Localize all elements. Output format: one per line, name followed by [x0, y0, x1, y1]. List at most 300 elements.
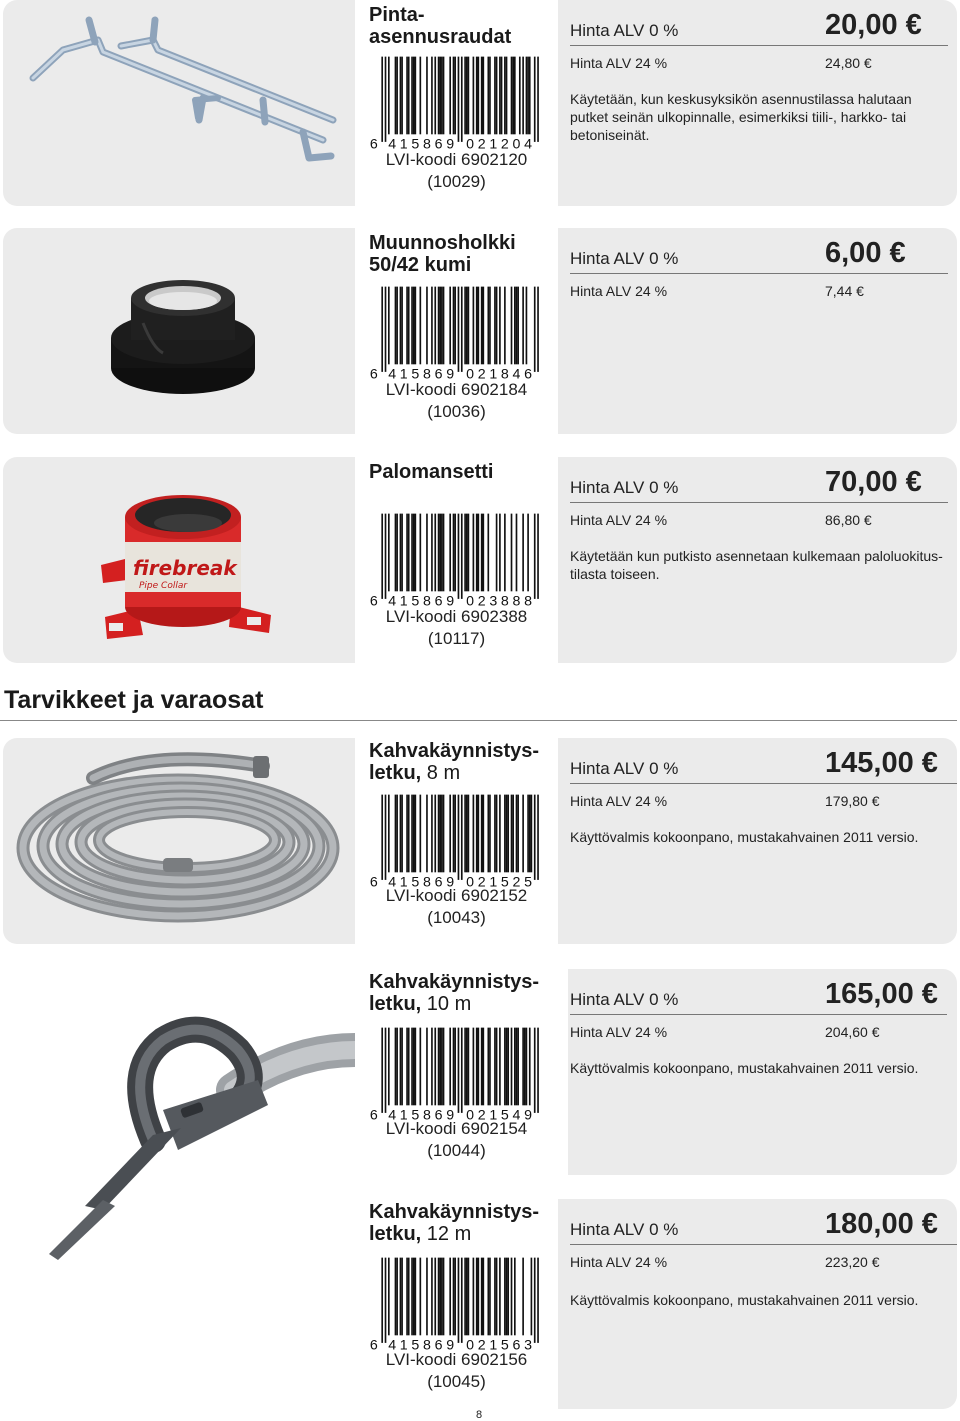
product-name: Muunnosholkki 50/42 kumi: [369, 232, 516, 276]
product-id-area: [358, 969, 555, 1175]
barcode-digit: 4: [512, 1107, 521, 1124]
barcode-bar: [494, 57, 496, 135]
barcode-bar: [396, 514, 398, 592]
barcode-bar: [438, 57, 440, 135]
barcode-bar: [385, 795, 387, 880]
barcode-bar: [527, 795, 529, 873]
barcode-bar: [526, 1028, 528, 1106]
barcode-bar: [454, 1028, 456, 1106]
price-vat0: 180,00 €: [825, 1208, 938, 1240]
barcode-bar: [396, 57, 398, 135]
barcode-bar: [514, 287, 516, 365]
barcode-bar: [420, 1028, 422, 1106]
section-title: Tarvikkeet ja varaosat: [4, 686, 264, 714]
price-label-vat24: Hinta ALV 24 %: [570, 1024, 668, 1040]
barcode-digit: 6: [434, 1107, 443, 1124]
section-divider: [0, 720, 957, 721]
barcode-digit: 2: [477, 593, 486, 610]
barcode-bar: [441, 514, 443, 592]
price-label-vat0: Hinta ALV 0 %: [570, 478, 679, 497]
barcode-bar: [438, 1258, 440, 1336]
barcode-bar: [473, 287, 475, 365]
barcode-bar: [388, 795, 390, 873]
barcode-digit: 2: [477, 874, 486, 891]
fire-collar-brand: firebreak: [133, 556, 237, 580]
product-id-area: [358, 0, 555, 206]
barcode-digit: 9: [524, 1107, 533, 1124]
barcode-bar: [438, 1028, 440, 1106]
barcode-bar: [426, 57, 428, 135]
barcode-bar: [449, 287, 451, 365]
barcode-bar: [439, 57, 441, 135]
barcode-digit: 4: [388, 136, 397, 153]
barcode-bar: [464, 1258, 466, 1336]
price-divider: [570, 273, 948, 274]
barcode-bar: [385, 1258, 387, 1343]
barcode-bar: [415, 1258, 417, 1336]
barcode-bar: [481, 1258, 483, 1336]
barcode-bar: [431, 287, 433, 365]
barcode-bar: [489, 287, 491, 365]
barcode-bar: [431, 514, 433, 592]
barcode-bar: [443, 795, 445, 873]
barcode-bar: [531, 1258, 533, 1336]
barcode-bar: [453, 1028, 455, 1106]
product-code: (10029): [427, 172, 486, 191]
barcode-bar: [507, 1028, 509, 1106]
barcode-bar: [489, 795, 491, 873]
product-description: Käyttövalmis kokoonpano, mustakahvainen 2011 versio.: [570, 829, 919, 845]
price-divider: [570, 1244, 957, 1245]
barcode-bar: [411, 1028, 413, 1106]
barcode-bar: [413, 795, 415, 873]
barcode-bar: [511, 1028, 513, 1106]
barcode-bar: [489, 1258, 491, 1336]
barcode-bar: [496, 514, 498, 592]
barcode-bar: [476, 287, 478, 365]
barcode-bar: [511, 57, 513, 135]
barcode-bar: [413, 57, 415, 135]
barcode-bar: [461, 1258, 463, 1343]
barcode-bar: [396, 795, 398, 873]
barcode-bar: [439, 287, 441, 365]
barcode: [370, 54, 550, 154]
barcode-digit: 8: [512, 593, 521, 610]
barcode-bar: [466, 514, 468, 592]
barcode-bar: [499, 514, 501, 592]
barcode-bar: [461, 1028, 463, 1113]
barcode-bar: [489, 57, 491, 135]
barcode-digit: 9: [446, 366, 455, 383]
barcode-bar: [426, 1258, 428, 1336]
barcode-bar: [400, 795, 402, 873]
price-label-vat0: Hinta ALV 0 %: [570, 21, 679, 40]
barcode-bar: [526, 287, 528, 365]
barcode-bar: [512, 795, 514, 873]
barcode-bar: [381, 287, 383, 372]
barcode-digit: 6: [524, 366, 533, 383]
barcode-bar: [473, 1028, 475, 1106]
barcode-bar: [516, 795, 518, 873]
barcode-bar: [496, 1028, 498, 1106]
barcode-bar: [420, 57, 422, 135]
barcode-bar: [441, 287, 443, 365]
product-description: Käyttövalmis kokoonpano, mustakahvainen 2011 versio.: [570, 1060, 919, 1076]
barcode-bar: [468, 795, 470, 873]
barcode-bar: [461, 514, 463, 599]
barcode-bar: [514, 1028, 516, 1106]
barcode-bar: [506, 795, 508, 873]
barcode-bar: [522, 514, 524, 592]
barcode-bar: [504, 795, 506, 873]
barcode-bar: [449, 1028, 451, 1106]
barcode-digit: 6: [434, 1337, 443, 1354]
barcode-bar: [537, 1028, 539, 1113]
barcode-digit: 8: [524, 593, 533, 610]
barcode-digit: 8: [423, 1337, 431, 1354]
lvi-code: LVI-koodi 6902154: [385, 1119, 528, 1138]
barcode-bar: [468, 287, 470, 365]
barcode-bar: [476, 514, 478, 592]
product-card-2: [3, 228, 957, 434]
barcode-bar: [466, 57, 468, 135]
barcode-bar: [388, 1028, 390, 1106]
barcode-bar: [395, 1028, 397, 1106]
barcode-bar: [468, 1258, 470, 1336]
barcode-bar: [499, 795, 501, 873]
barcode-bar: [420, 287, 422, 365]
barcode-digit: 4: [388, 366, 397, 383]
product-name: Kahvakäynnistys- letku, 8 m: [369, 740, 540, 784]
barcode-bar: [514, 1258, 516, 1336]
barcode-bar: [511, 1258, 513, 1336]
barcode-bar: [439, 795, 441, 873]
barcode-bar: [468, 1028, 470, 1106]
barcode-bar: [514, 57, 516, 135]
product-card-1: [3, 0, 957, 206]
barcode-bar: [487, 514, 489, 592]
barcode-bar: [466, 287, 468, 365]
lvi-code: LVI-koodi 6902120: [385, 150, 528, 169]
barcode-bar: [522, 1258, 524, 1336]
barcode-digit: 5: [411, 1107, 420, 1124]
barcode-bar: [434, 1258, 436, 1336]
barcode-bar: [388, 1258, 390, 1336]
price-label-vat24: Hinta ALV 24 %: [570, 793, 668, 809]
barcode-bar: [431, 1258, 433, 1336]
barcode-bar: [443, 287, 445, 365]
barcode-digit: 6: [512, 1337, 521, 1354]
barcode-bar: [478, 287, 480, 365]
barcode-bar: [522, 795, 524, 873]
barcode-bar: [420, 1258, 422, 1336]
barcode-bar: [420, 514, 422, 592]
product-image-area: [3, 738, 355, 944]
barcode-bar: [388, 57, 390, 135]
barcode-bar: [506, 57, 508, 135]
barcode-digit: 5: [500, 1107, 509, 1124]
barcode-bar: [426, 287, 428, 365]
lvi-code: LVI-koodi 6902152: [385, 886, 528, 905]
price-info-area: [568, 969, 957, 1175]
barcode-digit: 6: [370, 366, 378, 383]
barcode-bar: [406, 1258, 408, 1336]
barcode-bar: [443, 1258, 445, 1336]
price-label-vat0: Hinta ALV 0 %: [570, 249, 679, 268]
price-vat24: 24,80 €: [825, 55, 872, 71]
barcode-bar: [529, 57, 531, 135]
barcode-bar: [381, 795, 383, 880]
barcode-bar: [411, 57, 413, 135]
barcode-digit: 5: [411, 136, 420, 153]
lvi-code: LVI-koodi 6902156: [385, 1350, 528, 1369]
barcode-bar: [449, 1258, 451, 1336]
barcode-bar: [506, 1028, 508, 1106]
barcode-bar: [434, 57, 436, 135]
barcode-bar: [461, 287, 463, 372]
barcode-digit: 1: [489, 1107, 498, 1124]
barcode-bar: [504, 57, 506, 135]
barcode-digit: 4: [524, 136, 533, 153]
barcode-bar: [401, 795, 403, 873]
barcode-digit: 6: [434, 366, 443, 383]
barcode-bar: [534, 287, 536, 372]
barcode-bar: [415, 287, 417, 365]
barcode-bar: [438, 795, 440, 873]
barcode-bar: [537, 795, 539, 880]
barcode-digit: 6: [370, 593, 378, 610]
barcode-bar: [400, 1028, 402, 1106]
barcode-bar: [441, 1258, 443, 1336]
price-vat0: 20,00 €: [825, 9, 922, 41]
barcode-bar: [464, 287, 466, 365]
barcode-bar: [487, 795, 489, 873]
barcode-bar: [464, 1028, 466, 1106]
barcode-bar: [473, 795, 475, 873]
barcode: [370, 1025, 550, 1125]
barcode-bar: [527, 57, 529, 135]
price-divider: [570, 783, 957, 784]
price-label-vat0: Hinta ALV 0 %: [570, 990, 679, 1009]
barcode-digit: 8: [423, 1107, 431, 1124]
barcode-digit: 3: [489, 593, 498, 610]
barcode-digit: 1: [399, 593, 408, 610]
barcode-bar: [466, 1258, 468, 1336]
barcode-bar: [496, 795, 498, 873]
barcode-bar: [534, 1028, 536, 1113]
barcode-bar: [458, 1258, 460, 1343]
barcode-bar: [537, 1258, 539, 1343]
barcode-bar: [439, 514, 441, 592]
barcode-bar: [411, 795, 413, 873]
barcode-digit: 8: [423, 874, 431, 891]
barcode-bar: [453, 1258, 455, 1336]
barcode-bar: [478, 57, 480, 135]
barcode-bar: [415, 1028, 417, 1106]
barcode-bar: [453, 287, 455, 365]
barcode-bar: [481, 287, 483, 365]
barcode-bar: [499, 1258, 501, 1336]
barcode-bar: [401, 57, 403, 135]
barcode-bar: [408, 1258, 410, 1336]
barcode-bar: [489, 1028, 491, 1106]
barcode-bar: [516, 514, 518, 592]
price-vat24: 7,44 €: [825, 283, 864, 299]
barcode-bar: [494, 1258, 496, 1336]
barcode-bar: [468, 57, 470, 135]
barcode-bar: [534, 795, 536, 880]
barcode-bar: [529, 1028, 531, 1106]
barcode-bar: [478, 1028, 480, 1106]
hose-handle-image: [3, 1010, 355, 1270]
barcode-bar: [504, 287, 506, 365]
price-info-area: [558, 457, 957, 663]
price-label-vat24: Hinta ALV 24 %: [570, 283, 668, 299]
barcode-digit: 1: [399, 366, 408, 383]
barcode-bar: [443, 514, 445, 592]
barcode-bar: [439, 1028, 441, 1106]
barcode-bar: [413, 1258, 415, 1336]
barcode-bar: [517, 287, 519, 365]
price-vat24: 179,80 €: [825, 793, 880, 809]
barcode-bar: [413, 514, 415, 592]
barcode-bar: [401, 1028, 403, 1106]
price-vat24: 86,80 €: [825, 512, 872, 528]
barcode-bar: [411, 514, 413, 592]
barcode-digit: 6: [370, 874, 378, 891]
barcode-bar: [494, 795, 496, 873]
barcode-bar: [494, 287, 496, 365]
price-label-vat0: Hinta ALV 0 %: [570, 1220, 679, 1239]
barcode-bar: [449, 57, 451, 135]
barcode-bar: [458, 57, 460, 142]
price-label-vat0: Hinta ALV 0 %: [570, 759, 679, 778]
barcode-bar: [501, 57, 503, 135]
barcode-bar: [476, 1258, 478, 1336]
barcode-bar: [461, 795, 463, 880]
barcode-bar: [415, 57, 417, 135]
product-description: Käyttövalmis kokoonpano, mustakahvainen 2011 versio.: [570, 1292, 919, 1308]
barcode-bar: [395, 795, 397, 873]
barcode-bar: [496, 287, 498, 365]
barcode-digit: 0: [466, 874, 475, 891]
wall-brackets-image: [3, 0, 355, 206]
barcode-bar: [476, 1028, 478, 1106]
barcode-bar: [454, 1258, 456, 1336]
barcode-bar: [537, 57, 539, 142]
barcode-bar: [478, 795, 480, 873]
product-code: (10117): [427, 629, 486, 648]
barcode-bar: [487, 57, 489, 135]
barcode-bar: [449, 795, 451, 873]
barcode-digit: 1: [489, 366, 498, 383]
price-info-area: [558, 0, 957, 206]
barcode-bar: [395, 57, 397, 135]
barcode-digit: 0: [466, 1107, 475, 1124]
barcode-bar: [406, 795, 408, 873]
barcode-digit: 0: [466, 366, 475, 383]
barcode-digit: 0: [466, 136, 475, 153]
barcode-digit: 1: [489, 136, 498, 153]
product-name: Pinta- asennusraudat: [369, 4, 512, 48]
price-info-area: [558, 228, 957, 434]
barcode-digit: 6: [370, 136, 378, 153]
barcode-bar: [415, 795, 417, 873]
barcode-bar: [464, 795, 466, 873]
barcode-bar: [441, 57, 443, 135]
barcode-bar: [526, 57, 528, 135]
barcode-bar: [534, 1258, 536, 1343]
coiled-hose-image: [3, 738, 355, 944]
barcode-bar: [464, 514, 466, 592]
barcode-bar: [388, 514, 390, 592]
price-vat0: 70,00 €: [825, 466, 922, 498]
barcode-bar: [408, 514, 410, 592]
barcode-bar: [406, 1028, 408, 1106]
price-vat24: 204,60 €: [825, 1024, 880, 1040]
lvi-code: LVI-koodi 6902388: [385, 607, 528, 626]
barcode-bar: [481, 57, 483, 135]
barcode-bar: [483, 1258, 485, 1336]
barcode-bar: [527, 514, 529, 592]
barcode-bar: [453, 57, 455, 135]
barcode-bar: [388, 287, 390, 365]
price-vat0: 6,00 €: [825, 237, 906, 269]
barcode-digit: 8: [500, 366, 509, 383]
barcode-bar: [458, 795, 460, 880]
product-description: Käytetään, kun keskusyksikön asennustilassa halutaan putket seinän ulkopinnalle, esimerkiksi tiili-, harkko- tai betoniseinät.: [570, 91, 912, 143]
barcode-digit: 9: [446, 136, 455, 153]
product-name: Kahvakäynnistys- letku, 12 m: [369, 1201, 540, 1245]
product-description: Käytetään kun putkisto asennetaan kulkemaan paloluokitus-tilasta toiseen.: [570, 548, 943, 582]
barcode-bar: [504, 1028, 506, 1106]
barcode-digit: 1: [399, 874, 408, 891]
barcode-digit: 5: [500, 874, 509, 891]
barcode-bar: [476, 795, 478, 873]
barcode-bar: [438, 514, 440, 592]
barcode-bar: [438, 287, 440, 365]
barcode-bar: [511, 287, 513, 365]
barcode-digit: 8: [423, 366, 431, 383]
barcode-bar: [534, 57, 536, 142]
barcode-digit: 3: [524, 1337, 533, 1354]
barcode-bar: [537, 514, 539, 599]
barcode-bar: [483, 57, 485, 135]
product-id-area: [358, 738, 555, 944]
barcode-bar: [381, 1028, 383, 1113]
barcode-bar: [400, 1258, 402, 1336]
barcode-digit: 8: [423, 136, 431, 153]
barcode-bar: [434, 514, 436, 592]
barcode-bar: [411, 1258, 413, 1336]
barcode-bar: [529, 795, 531, 873]
barcode-bar: [395, 1258, 397, 1336]
barcode-bar: [408, 287, 410, 365]
barcode-bar: [385, 57, 387, 142]
barcode-bar: [443, 57, 445, 135]
barcode-bar: [381, 57, 383, 142]
barcode-digit: 2: [500, 136, 509, 153]
barcode-bar: [519, 57, 521, 135]
barcode-digit: 4: [388, 874, 397, 891]
barcode-digit: 5: [500, 1337, 509, 1354]
barcode-bar: [434, 1028, 436, 1106]
price-divider: [570, 1014, 947, 1015]
barcode-bar: [466, 795, 468, 873]
barcode-bar: [411, 287, 413, 365]
fire-collar-subbrand: Pipe Collar: [139, 581, 188, 591]
product-code: (10045): [427, 1372, 486, 1391]
